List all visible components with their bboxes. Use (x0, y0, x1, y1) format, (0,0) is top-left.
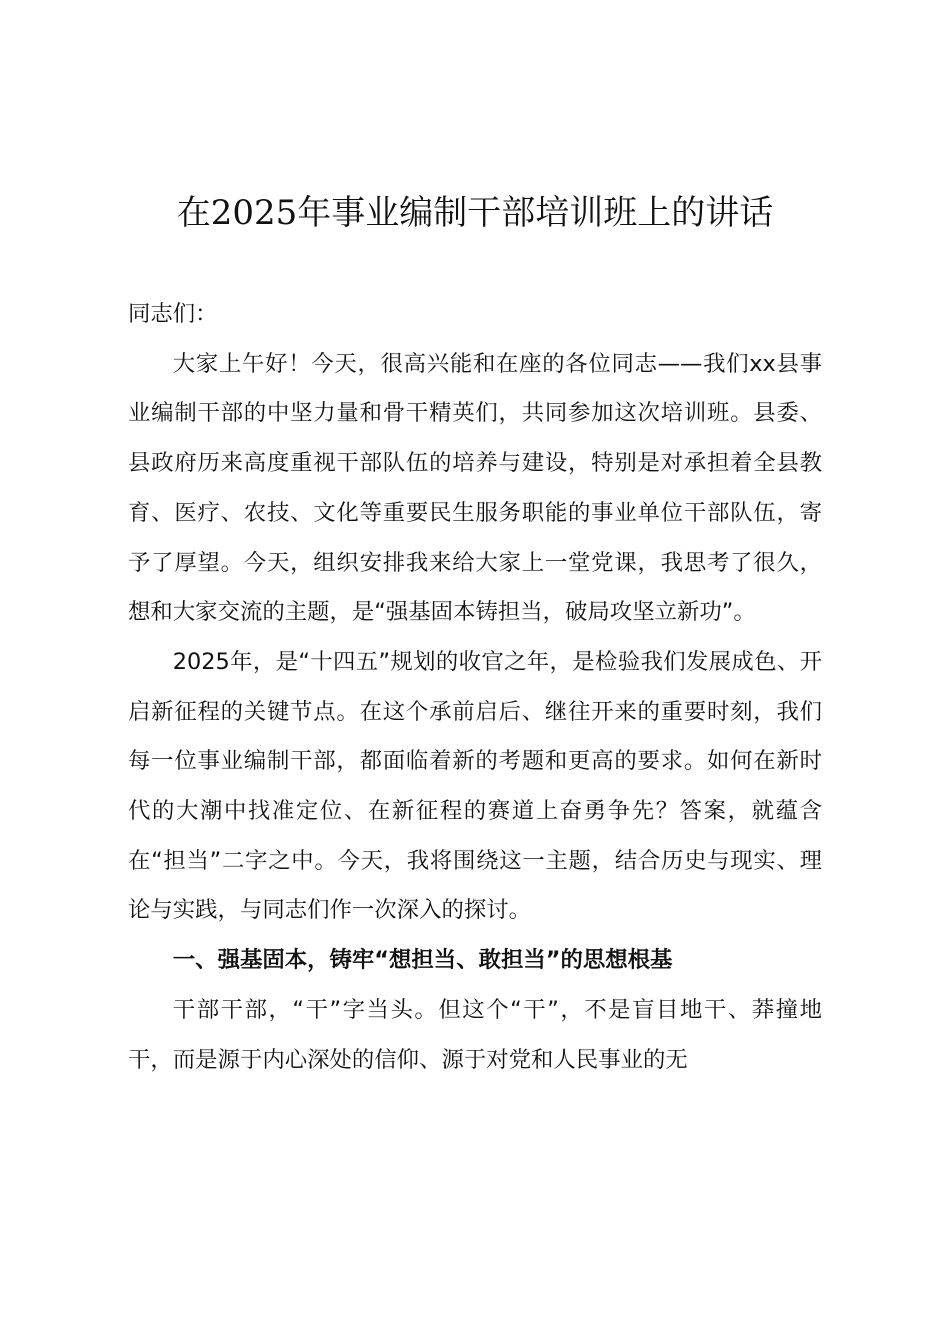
salutation: 同志们： (128, 301, 218, 327)
section-paragraph: 干部干部，“干”字当头。但这个“干”，不是盲目地干、莽撞地干，而是源于内心深处的信仰、源于对党和人民事业的无 (128, 996, 822, 1073)
document-title: 在2025年事业编制干部培训班上的讲话 (176, 193, 774, 233)
document-body (128, 290, 822, 1085)
paragraph-context: 2025年，是“十四五”规划的收官之年，是检验我们发展成色、开启新征程的关键节点。在这个承前启后、继往开来的重要时刻，我们每一位事业编制干部，都面临着新的考题和更高的要求。如何在新时代的大潮中找准定位、在新征程的赛道上奋勇争先？答案，就蕴含在“担当”二字之中。今天，我将围绕这一主题，结合历史与现实、理论与实践，与同志们作一次深入的探讨。 (128, 648, 822, 924)
paragraph-opening: 大家上午好！今天，很高兴能和在座的各位同志——我们xx县事业编制干部的中坚力量和骨干精英们，共同参加这次培训班。县委、县政府历来高度重视干部队伍的培养与建设，特别是对承担着全县教育、医疗、农技、文化等重要民生服务职能的事业单位干部队伍，寄予了厚望。今天，组织安排我来给大家上一堂党课，我思考了很久，想和大家交流的主题，是“强基固本铸担当，破局攻坚立新功”。 (128, 350, 822, 626)
section-heading: 一、强基固本，铸牢“想担当、敢担当”的思想根基 (172, 947, 673, 974)
